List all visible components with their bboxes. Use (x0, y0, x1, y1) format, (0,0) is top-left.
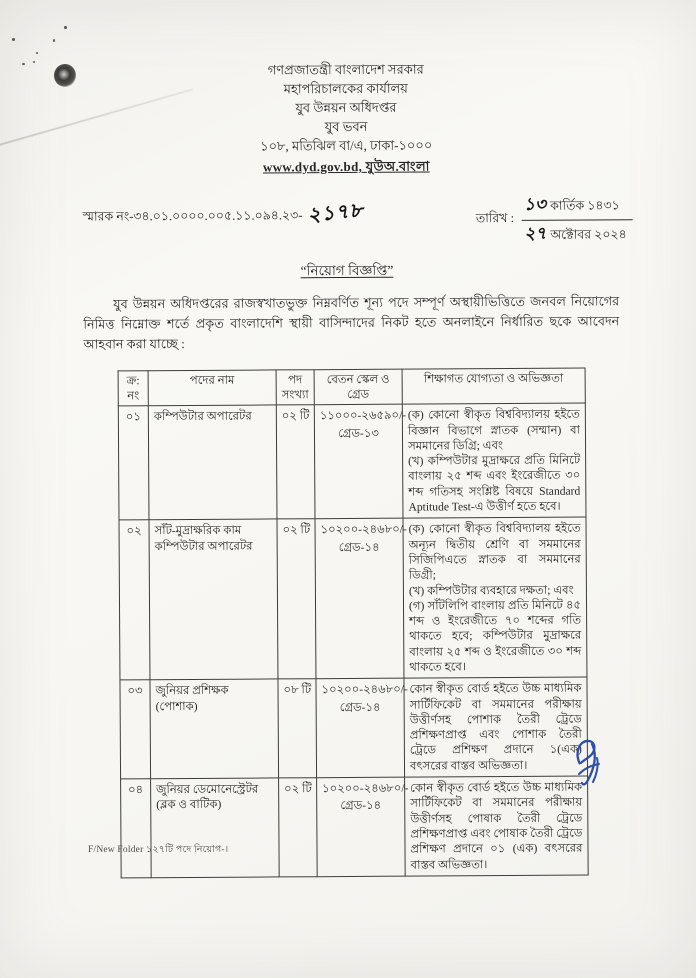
department-name: যুব উন্নয়ন অধিদপ্তর (295, 99, 397, 116)
column-header-scale: বেতন স্কেল ও গ্রেড (314, 369, 402, 405)
cell-scale (316, 678, 408, 777)
signature-initial-icon (566, 734, 626, 792)
date-label: তারিখ : (475, 210, 515, 226)
cell-scale (315, 518, 407, 679)
cell-sl: ০৪ (121, 779, 152, 878)
memo-number-block (83, 198, 364, 233)
memo-number-label: স্মারক নং-৩৪.০১.০০০০.০০৫.১১.০৯৪.২৩- (82, 208, 303, 224)
column-header-post: পদের নাম (148, 370, 276, 406)
column-header-qualification: শিক্ষাগত যোগ্যতা ও অভিজ্ঞতা (402, 368, 585, 405)
recruitment-table (118, 367, 589, 878)
pay-scale: ১১০০০-২৬৫৯০/- (319, 408, 407, 423)
government-name: গণপ্রজাতন্ত্রী বাংলাদেশ সরকার (267, 61, 424, 78)
footer-note: F/New Folder ১২৭টি পদে নিয়োগ-। (88, 845, 229, 855)
grade: গ্রেড-১৪ (338, 540, 380, 554)
pay-scale: ১০২০০-২৪৬৮০/- (321, 682, 408, 697)
cell-qualification: কোন স্বীকৃত বোর্ড হইতে উচ্চ মাধ্যমিক সার্টিফিকেট বা সমমানের পরীক্ষায় উত্তীর্ণসহ পোশাক তৈরী ট্রেডে প্রশিক্ষণপ্রাপ্ত এবং পোশাক তৈরী ট্রেডে প্রশিক্ষণ প্রদানে ১(এক) বৎসরের বাস্তব অভিজ্ঞতা। (404, 677, 588, 777)
cell-scale (314, 404, 407, 519)
date-values (522, 192, 633, 247)
cell-sl: ০১ (118, 406, 149, 520)
cell-qualification: (ক) কোনো স্বীকৃত বিশ্ববিদ্যালয় হইতে অন্যূন দ্বিতীয় শ্রেণি বা সমমানের সিজিপিএতে স্নাতক বা সমমানের ডিগ্রী; (খ) কম্পিউটার ব্যবহারে দক্ষতা; এবং (গ) সাঁটলিপি বাংলায় প্রতি মিনিটে ৪৫ শব্দ ও ইংরেজীতে ৭০ শব্দের গতি থাকতে হবে; কম্পিউটার মুদ্রাক্ষরে বাংলায় ২৫ শব্দ ও ইংরেজীতে ৩০ শব্দ থাকতে হবে। (403, 517, 587, 678)
notice-title (0, 258, 695, 285)
cell-count: ০৮ টি (278, 679, 317, 778)
cell-qualification: কোন স্বীকৃত বোর্ড হইতে উচ্চ মাধ্যমিক সার্টিফিকেট বা সমমানের পরীক্ষায় উত্তীর্ণসহ পোষাক তৈরী ট্রেডে প্রশিক্ষণপ্রাপ্ত এবং পোষাক তৈরী ট্রেডে প্রশিক্ষণ প্রদানে ০১ (এক) বৎসরের বাস্তব অভিজ্ঞতা। (405, 776, 589, 876)
cell-sl: ০২ (119, 520, 150, 680)
pay-scale: ১০২০০-২৪৬৮০/- (322, 781, 409, 796)
table-row (118, 403, 586, 520)
notice-title-text: “নিয়োগ বিজ্ঞপ্তি” (300, 262, 394, 279)
column-header-sl: ক্র: নং (118, 370, 148, 406)
cell-count: ০২ টি (276, 405, 315, 519)
office-name: মহাপরিচালকের কার্যালয় (283, 80, 409, 97)
grade: গ্রেড-১৪ (339, 700, 381, 714)
memo-number-handwritten: ২১৭৮ (306, 197, 365, 227)
cell-post: জুনিয়র ডেমোনেস্ট্রেটর (ব্লক ও বাটিক) (151, 778, 280, 878)
date-gregorian-day: ২৭ (524, 223, 547, 244)
grade: গ্রেড-১৩ (338, 426, 379, 440)
table-row (120, 677, 588, 779)
building-name: যুব ভবন (324, 118, 368, 135)
memo-row (83, 196, 633, 249)
cell-post: কম্পিউটার অপারেটর (148, 405, 277, 520)
column-header-count: পদ সংখ্যা (276, 369, 314, 405)
cell-qualification: (ক) কোনো স্বীকৃত বিশ্ববিদ্যালয় হইতে বিজ্ঞান বিভাগে স্নাতক (সম্মান) বা সমমানের ডিগ্রি; এবং (খ) কম্পিউটার মুদ্রাক্ষরে প্রতি মিনিটে বাংলায় ২৫ শব্দ এবং ইংরেজীতে ৩০ শব্দ গতিসহ সংশ্লিষ্ট বিষয়ে Standard Aptitude Test-এ উত্তীর্ণ হতে হবে। (402, 403, 586, 518)
website-text: www.dyd.gov.bd, যুউঅ.বাংলা (262, 158, 430, 175)
cell-sl: ০৩ (120, 680, 151, 779)
pay-scale: ১০২০০-২৪৬৮০/- (320, 522, 407, 537)
table-row (121, 776, 589, 878)
date-bangla-rest: কার্তিক ১৪৩১ (550, 198, 620, 213)
date-bangla-day: ১৩ (523, 194, 547, 215)
cell-post: সাঁট-মুদ্রাক্ষরিক কাম কম্পিউটার অপারেটর (149, 519, 278, 680)
date-bangla (522, 192, 633, 220)
table-row (119, 517, 587, 680)
cell-post: জুনিয়র প্রশিক্ষক (পোশাক) (150, 679, 279, 779)
signature-ink (566, 734, 626, 792)
cell-scale (317, 777, 409, 876)
intro-paragraph: যুব উন্নয়ন অধিদপ্তরের রাজস্বখাতভুক্ত নিম্নবর্ণিত শূন্য পদে সম্পূর্ণ অস্থায়ীভিত্তিতে জনবল নিয়োগের নিমিত্ত নিম্নোক্ত শর্তে প্রকৃত বাংলাদেশি স্থায়ী বাসিন্দাদের নিকট হতে অনলাইনে নির্ধারিত ছকে আবেদন আহবান করা যাচ্ছে : (83, 294, 620, 353)
office-address: ১০৮, মতিঝিল বা/এ, ঢাকা-১০০০ (260, 137, 433, 154)
cell-count: ০২ টি (277, 519, 316, 679)
table-header-row (118, 368, 585, 406)
date-block (476, 192, 633, 247)
date-gregorian-rest: অক্টোবর ২০২৪ (550, 226, 627, 242)
letterhead (0, 58, 694, 178)
date-gregorian (522, 220, 633, 247)
cell-count: ০২ টি (279, 778, 318, 877)
grade: গ্রেড-১৪ (340, 799, 382, 813)
